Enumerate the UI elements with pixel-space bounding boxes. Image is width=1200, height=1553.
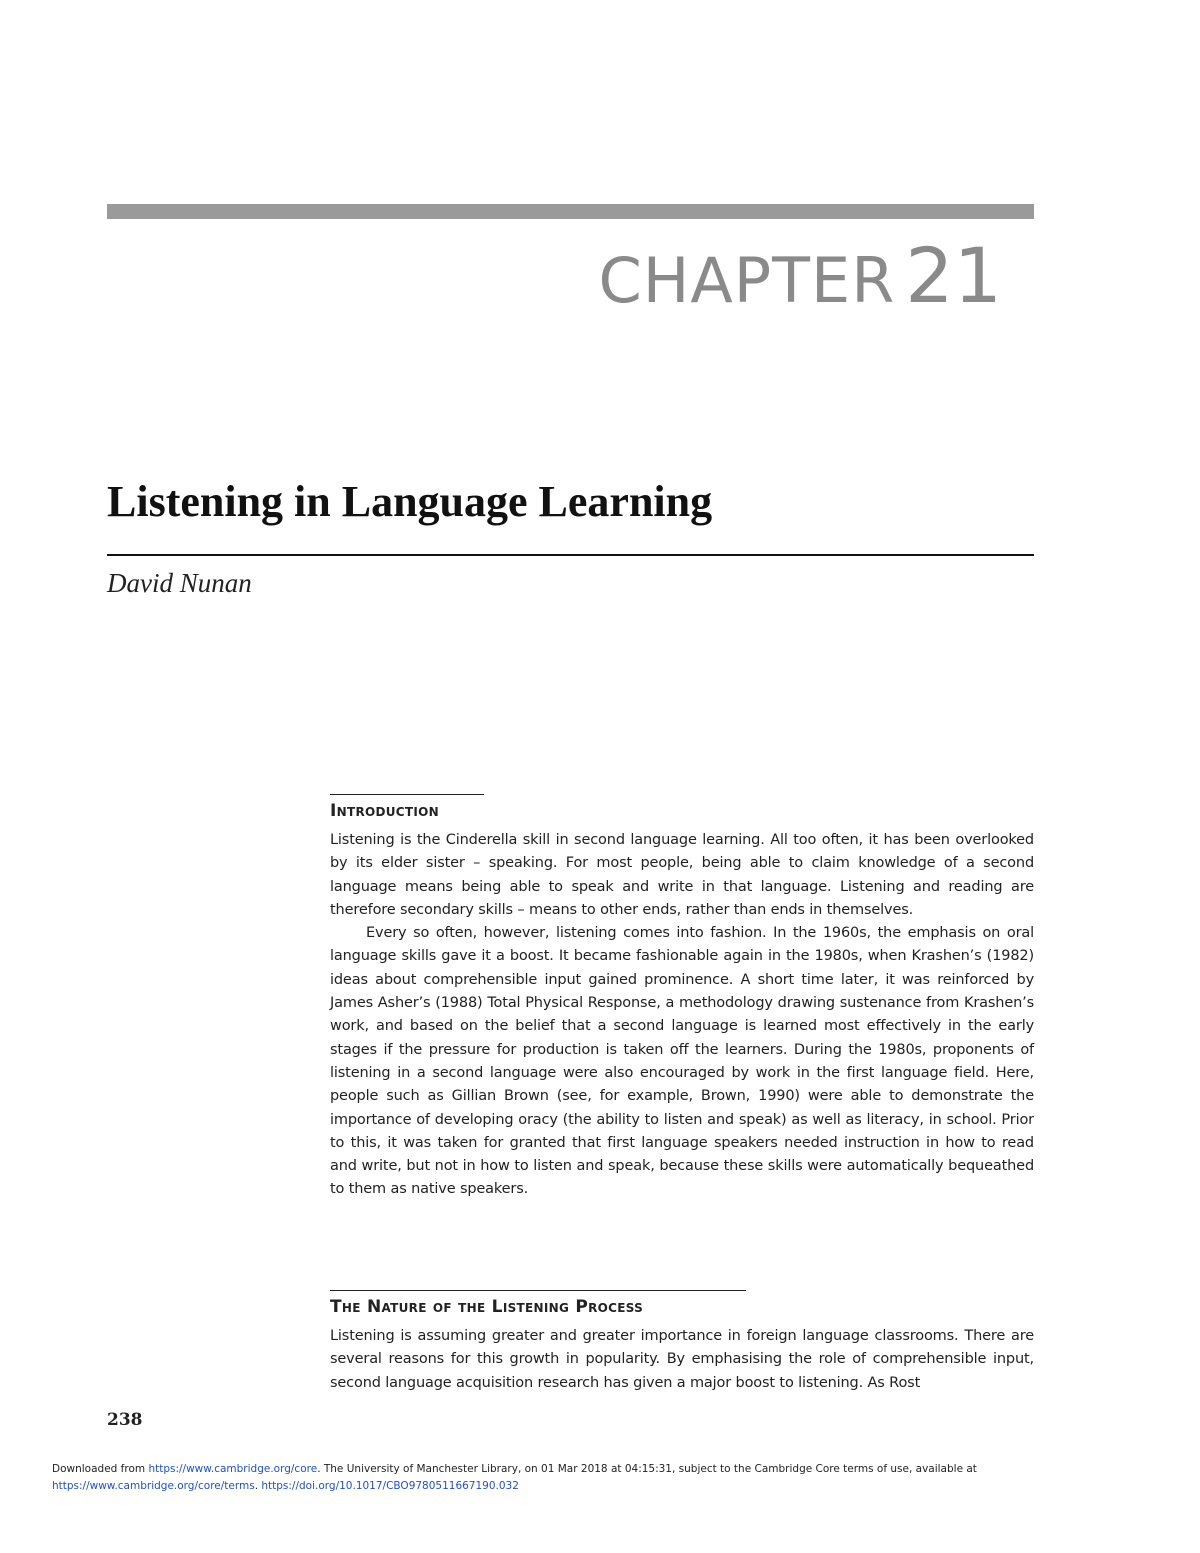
section-rule bbox=[330, 1290, 746, 1291]
chapter-word: CHAPTER bbox=[598, 244, 896, 317]
footer-line-1 bbox=[52, 1461, 1152, 1478]
doi-link[interactable]: https://doi.org/10.1017/CBO9780511667190.032 bbox=[261, 1480, 519, 1492]
section-rule bbox=[330, 794, 484, 795]
title-rule bbox=[107, 554, 1034, 556]
footer-separator: . bbox=[254, 1480, 262, 1492]
chapter-bar bbox=[107, 204, 1034, 219]
cambridge-core-link[interactable]: https://www.cambridge.org/core bbox=[148, 1463, 318, 1475]
footer-line-2 bbox=[52, 1478, 1152, 1495]
section-heading: Introduction bbox=[330, 801, 440, 821]
page-number: 238 bbox=[107, 1410, 143, 1430]
download-footer bbox=[52, 1461, 1152, 1495]
introduction-section bbox=[330, 794, 1034, 1202]
author-name: David Nunan bbox=[107, 568, 252, 598]
section-heading: The Nature of the Listening Process bbox=[330, 1297, 644, 1317]
chapter-title: Listening in Language Learning bbox=[107, 477, 713, 526]
terms-link[interactable]: https://www.cambridge.org/core/terms bbox=[52, 1480, 255, 1492]
paragraph: Every so often, however, listening comes into fashion. In the 1960s, the emphasis on oral language skills gave it a boost. It became fashionable again in the 1980s, when Krashen’s (1982) ideas about comprehensible input gained prominence. A short time later, it was reinforced by James Asher’s (1988) Total Physical Response, a methodology drawing sustenance from Krashen’s work, and based on the belief that a second language is learned most effectively in the early stages if the pressure for production is taken off the learners. During the 1980s, proponents of listening in a second language were also encouraged by work in the first language field. Here, people such as Gillian Brown (see, for example, Brown, 1990) were able to demonstrate the importance of developing oracy (the ability to listen and speak) as well as literacy, in school. Prior to this, it was taken for granted that first language speakers needed instruction in how to read and write, but not in how to listen and speak, because these skills were automatically bequeathed to them as native speakers. bbox=[330, 925, 1034, 1198]
paragraph: Listening is assuming greater and greater importance in foreign language classrooms. There are several reasons for this growth in popularity. By emphasising the role of comprehensible input, second language acquisition research has given a major boost to listening. As Rost bbox=[330, 1328, 1034, 1391]
footer-middle: . The University of Manchester Library, on 01 Mar 2018 at 04:15:31, subject to the Cambridge Core terms of use, available at bbox=[317, 1463, 977, 1475]
listening-process-section bbox=[330, 1290, 1034, 1395]
paragraph: Listening is the Cinderella skill in second language learning. All too often, it has been overlooked by its elder sister – speaking. For most people, being able to claim knowledge of a second language means being able to speak and write in that language. Listening and reading are therefore secondary skills – means to other ends, rather than ends in themselves. bbox=[330, 832, 1034, 918]
chapter-label bbox=[598, 231, 1002, 320]
chapter-number: 21 bbox=[905, 231, 1002, 320]
footer-prefix: Downloaded from bbox=[52, 1463, 149, 1475]
